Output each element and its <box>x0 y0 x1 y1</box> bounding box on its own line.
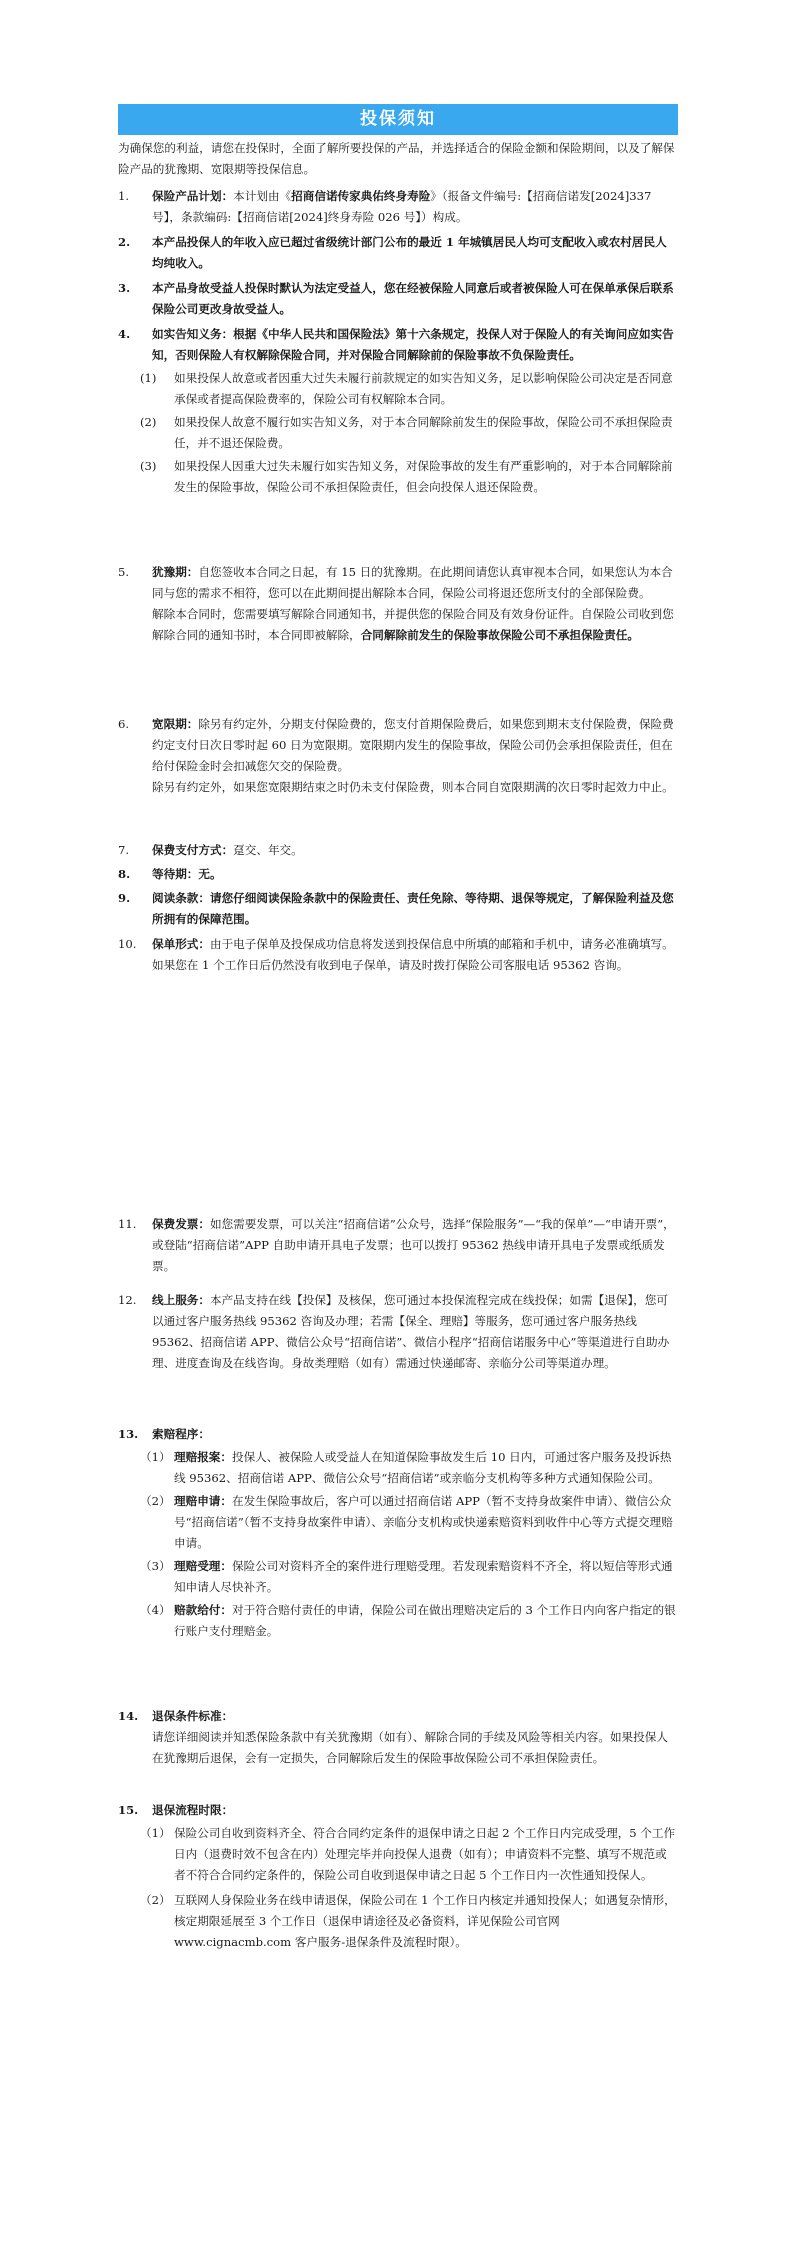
sub-text: 在发生保险事故后，客户可以通过招商信诺 APP（暂不支持身故案件申请）、微信公众号“招商信诺”（暂不支持身故案件申请）、亲临分支机构或快递索赔资料到收件中心等方式提交理赔申请。 <box>174 1494 673 1550</box>
notice-item-12 <box>118 1290 678 1374</box>
item-number: 1. <box>118 189 130 203</box>
item-text: 请您详细阅读并知悉保险条款中有关犹豫期（如有）、解除合同的手续及风险等相关内容。如果投保人在犹豫期后退保，会有一定损失，合同解除后发生的保险事故保险公司不承担保险责任。 <box>152 1730 668 1765</box>
notice-item-6 <box>118 714 678 798</box>
item-text: 如您需要发票，可以关注“招商信诺”公众号，选择“保险服务”—“我的保单”—“申请开票”，或登陆“招商信诺”APP 自助申请开具电子发票；也可以拨打 95362 热线申请开具电子发票或纸质发票。 <box>152 1217 675 1273</box>
item-heading: 保险产品计划： <box>152 189 234 203</box>
sub-text: 互联网人身保险业务在线申请退保，保险公司在 1 个工作日内核定并通知投保人；如遇复杂情形，核定期限延展至 3 个工作日（退保申请途径及必备资料，详见保险公司官网 www.cignacmb.com 客户服务-退保条件及流程时限）。 <box>174 1893 676 1949</box>
notice-item-2 <box>118 232 678 274</box>
item-heading: 犹豫期： <box>152 565 199 579</box>
item-text: 本产品支持在线【投保】及核保，您可通过本投保流程完成在线投保；如需【退保】，您可以通过客户服务热线 95362 咨询及办理；若需【保全、理赔】等服务，您可通过客户服务热线 95362、招商信诺 APP、微信公众号“招商信诺”、微信小程序“招商信诺服务中心”等渠道进行自助办理、进度查询及在线咨询。身故类理赔（如有）需通过快递邮寄、亲临分公司等渠道办理。 <box>152 1293 670 1370</box>
notice-item-4 <box>118 324 678 498</box>
item-heading: 索赔程序： <box>152 1427 210 1441</box>
item-text: 如实告知义务：根据《中华人民共和国保险法》第十六条规定，投保人对于保险人的有关询问应如实告知，否则保险人有权解除保险合同，并对保险合同解除前的保险事故不负保险责任。 <box>152 327 674 362</box>
sub-item <box>140 456 678 498</box>
sub-item <box>140 1447 678 1489</box>
item-number: 4. <box>118 327 131 341</box>
sub-item <box>140 1823 678 1886</box>
item-number: 5. <box>118 565 130 579</box>
sub-heading: 理赔报案： <box>174 1450 232 1464</box>
notice-item-7 <box>118 840 678 861</box>
item-heading: 退保流程时限： <box>152 1803 234 1817</box>
item-number: 12. <box>118 1293 137 1307</box>
sub-number: （4） <box>140 1603 171 1617</box>
item-number: 3. <box>118 281 131 295</box>
sub-number: （2） <box>140 1494 171 1508</box>
sub-number: （2） <box>140 1893 171 1907</box>
item-number: 6. <box>118 717 130 731</box>
page-title: 投保须知 <box>118 104 678 135</box>
item-heading: 保费支付方式： <box>152 843 234 857</box>
item-text: 除另有约定外，如果您宽限期结束之时仍未支付保险费，则本合同自宽限期满的次日零时起效力中止。 <box>152 780 674 794</box>
item-number: 8. <box>118 867 131 881</box>
item-text: 自您签收本合同之日起，有 15 日的犹豫期。在此期间请您认真审视本合同，如果您认为本合同与您的需求不相符，您可以在此期间提出解除本合同，保险公司将退还您所支付的全部保险费。 <box>152 565 673 600</box>
item-number: 10. <box>118 937 137 951</box>
item-number: 14. <box>118 1709 139 1723</box>
item-heading: 宽限期： <box>152 717 199 731</box>
intro-paragraph: 为确保您的利益，请您在投保时，全面了解所要投保的产品，并选择适合的保险金额和保险期间，以及了解保险产品的犹豫期、宽限期等投保信息。 <box>118 141 675 176</box>
sub-number: （3） <box>140 1559 171 1573</box>
notice-item-3 <box>118 278 678 320</box>
item-text-bold: 合同解除前发生的保险事故保险公司不承担保险责任。 <box>360 628 639 642</box>
notice-item-9 <box>118 888 678 930</box>
sub-text: 保险公司对资料齐全的案件进行理赔受理。若发现索赔资料不齐全，将以短信等形式通知申请人尽快补齐。 <box>174 1559 673 1594</box>
sub-heading: 赔款给付： <box>174 1603 232 1617</box>
item-number: 11. <box>118 1217 137 1231</box>
notice-item-8 <box>118 864 678 885</box>
item-text: 趸交、年交。 <box>233 843 303 857</box>
item-text: 本计划由《 <box>233 189 292 203</box>
item-text: 除另有约定外，分期支付保险费的，您支付首期保险费后，如果您到期末支付保险费，保险费约定支付日次日零时起 60 日为宽限期。宽限期内发生的保险事故，保险公司仍会承担保险责任，但在给付保险金时会扣减您欠交的保险费。 <box>152 717 674 773</box>
sub-heading: 理赔受理： <box>174 1559 232 1573</box>
item-heading: 保单形式： <box>152 937 210 951</box>
product-name: 招商信诺传家典佑终身寿险 <box>291 189 431 203</box>
sub-text: 如果投保人因重大过失未履行如实告知义务，对保险事故的发生有严重影响的，对于本合同解除前发生的保险事故，保险公司不承担保险责任，但会向投保人退还保险费。 <box>174 459 673 494</box>
item-text: 无。 <box>198 867 222 881</box>
item-text: 由于电子保单及投保成功信息将发送到投保信息中所填的邮箱和手机中，请务必准确填写。如果您在 1 个工作日后仍然没有收到电子保单，请及时拨打保险公司客服电话 95362 咨询。 <box>152 937 674 972</box>
item-number: 9. <box>118 891 131 905</box>
sub-text: 保险公司自收到资料齐全、符合合同约定条件的退保申请之日起 2 个工作日内完成受理，5 个工作日内（退费时效不包含在内）处理完毕并向投保人退费（如有）；申请资料不完整、填写不规范或者不符合合同约定条件的，保险公司自收到退保申请之日起 5 个工作日内一次性通知投保人。 <box>174 1826 676 1882</box>
notice-item-15 <box>118 1800 678 1953</box>
sub-text: 如果投保人故意不履行如实告知义务，对于本合同解除前发生的保险事故，保险公司不承担保险责任，并不退还保险费。 <box>174 415 673 450</box>
sub-item <box>140 412 678 454</box>
sub-text: 对于符合赔付责任的申请，保险公司在做出理赔决定后的 3 个工作日内向客户指定的银行账户支付理赔金。 <box>174 1603 676 1638</box>
item-number: 2. <box>118 235 131 249</box>
notice-item-13 <box>118 1424 678 1642</box>
item-number: 7. <box>118 843 130 857</box>
sub-item <box>140 1556 678 1598</box>
notice-item-10 <box>118 934 678 976</box>
item-heading: 退保条件标准： <box>152 1709 234 1723</box>
item-heading: 阅读条款： <box>152 891 210 905</box>
item-number: 13. <box>118 1427 139 1441</box>
sub-number: (2) <box>140 415 157 429</box>
item-text: 请您仔细阅读保险条款中的保险责任、责任免除、等待期、退保等规定，了解保险利益及您所拥有的保障范围。 <box>152 891 674 926</box>
item-number: 15. <box>118 1803 139 1817</box>
item-heading: 线上服务： <box>152 1293 210 1307</box>
sub-item <box>140 1491 678 1554</box>
sub-item <box>140 1890 678 1953</box>
sub-text: 投保人、被保险人或受益人在知道保险事故发生后 10 日内，可通过客户服务及投诉热线 95362、招商信诺 APP、微信公众号“招商信诺”或亲临分支机构等多种方式通知保险公司。 <box>174 1450 672 1485</box>
notice-item-14 <box>118 1706 678 1769</box>
item-text: 本产品投保人的年收入应已超过省级统计部门公布的最近 1 年城镇居民人均可支配收入或农村居民人均纯收入。 <box>152 235 667 270</box>
notice-item-1 <box>118 186 678 228</box>
notice-item-5 <box>118 562 678 646</box>
sub-number: （1） <box>140 1826 171 1840</box>
sub-number: (3) <box>140 459 157 473</box>
sub-text: 如果投保人故意或者因重大过失未履行前款规定的如实告知义务，足以影响保险公司决定是否同意承保或者提高保险费率的，保险公司有权解除本合同。 <box>174 371 673 406</box>
notice-item-11 <box>118 1214 678 1277</box>
sub-item <box>140 368 678 410</box>
item-heading: 等待期： <box>152 867 199 881</box>
item-text: 本产品身故受益人投保时默认为法定受益人，您在经被保险人同意后或者被保险人可在保单承保后联系保险公司更改身故受益人。 <box>152 281 674 316</box>
item-heading: 保费发票： <box>152 1217 210 1231</box>
item-text: 》（报备文件编号:【招商信诺发[2024]337 号】，条款编码:【招商信诺[2024]终身寿险 026 号】）构成。 <box>152 189 652 224</box>
sub-number: （1） <box>140 1450 171 1464</box>
sub-heading: 理赔申请： <box>174 1494 232 1508</box>
sub-item <box>140 1600 678 1642</box>
sub-number: (1) <box>140 371 157 385</box>
item-text: 解除本合同时，您需要填写解除合同通知书，并提供您的保险合同及有效身份证件。自保险公司收到您解除合同的通知书时，本合同即被解除， <box>152 607 674 642</box>
